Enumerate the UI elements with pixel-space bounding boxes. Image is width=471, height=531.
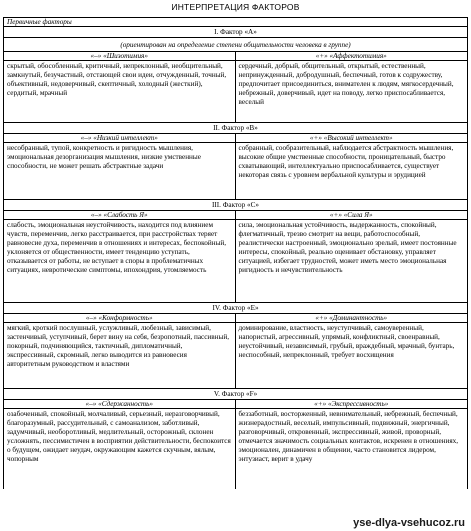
factor-a-title: I. Фактор «A» — [4, 27, 468, 38]
factor-f-low-header: «–» «Сдержанность» — [4, 400, 236, 408]
table-header: Первичные факторы — [4, 18, 468, 27]
factor-b-poles — [4, 134, 468, 143]
factor-e-poles — [4, 314, 468, 323]
factor-f-high-header: «+» «Экспрессивность» — [314, 400, 389, 408]
factor-b-high-header: «+» «Высокий интеллект» — [309, 134, 393, 142]
factor-c-descriptions — [4, 220, 468, 303]
site-watermark: yse-dlya-vsehucoz.ru — [353, 517, 465, 529]
factor-b-high-text: собранный, сообразительный, наблюдается абстрактность мышления, высокие общие умственные способности, проницательный, быстро схватывающий, интеллектуально приспосабливается, существует некоторая связь с уровнем вербальной культуры и эрудицией — [238, 144, 454, 179]
factor-a-low-header: «–» «Шизотимия» — [4, 52, 236, 60]
factor-c-low-header: «–» «Слабость Я» — [4, 211, 236, 219]
factor-f-title: V. Фактор «F» — [4, 389, 468, 400]
factor-b-low-header: «–» «Низкий интеллект» — [4, 134, 236, 142]
factor-c-title: III. Фактор «C» — [4, 200, 468, 211]
factor-c-high-text: сила, эмоциональная устойчивость, выдержанность, спокойный, флегматичный, трезво смотрит на вещи, работоспособный, реалистически настроенный, эмоционально зрелый, имеет постоянные интересы, спокойный, реально оценивает обстановку, управляет ситуацией, избегает трудностей, может иметь место эмоциональная ригидность и нечувствительность — [238, 221, 457, 274]
factor-e-low-text: мягкий, кроткий послушный, услужливый, любезный, зависимый, застенчивый, уступчивый, берет вину на себя, безропотный, пассивный, покорный, подчиняющийся, тактичный, дипломатичный, экспрессивный, скромный, легко выводится из равновесия авторитетным руководством и властями — [4, 323, 236, 388]
factor-c-poles — [4, 211, 468, 220]
factor-a-low-text: скрытый, обособленный, критичный, непреклонный, необщительный, замкнутый, безучастный, отстающей свои идеи, отчужденный, точный, объективный, недоверчивый, скептичный, холодный (жесткий), сердитый, мрачный — [4, 61, 236, 122]
factor-e-low-header: «–» «Конформность» — [4, 314, 236, 322]
page-title: ИНТЕРПРЕТАЦИЯ ФАКТОРОВ — [171, 2, 300, 12]
factor-b-descriptions — [4, 143, 468, 200]
factor-f-low-text: озабоченный, спокойный, молчаливый, серьезный, неразговорчивый, благоразумный, рассудительный, с самоанализом, заботливый, задумчивый, необоротливый, медлительный, осторожный, склонен усложнять, пессимистичен в восприятии действительности, беспокоится о будущем, ожидает неудач, окружающим кажется скучным, вялым, чопорным — [4, 409, 236, 489]
factor-a-poles — [4, 52, 468, 61]
factor-b-low-text: несобранный, тупой, конкретность и ригидность мышления, эмоциональная дезорганизация мышления, низкие умственные способности, не может решать абстрактные задачи — [4, 143, 236, 199]
factor-f-poles — [4, 400, 468, 409]
factor-a-high-text: сердечный, добрый, общительный, открытый, естественный, непринужденный, добродушный, беспечный, готов к содружеству, предпочитает присоединиться, внимателен к людям, мягкосердечный, небрежный, доверчивый, идет на поводу, легко приспосабливается, веселый — [238, 62, 454, 106]
factor-a-subtitle: (ориентирован на определение степени общительности человека в группе) — [4, 38, 468, 52]
factors-table — [3, 17, 468, 489]
factor-c-low-text: слабость, эмоциональная неустойчивость, находится под влиянием чувств, переменчив, легко расстраивается, при расстройствах теряет равновесие духа, переменчив в отношениях и интересах, беспокойный, уклоняется от общественности, имеет тенденцию уступать, отказывается от работы, не вступает в споры в проблематичных ситуациях, невротические симптомы, ипохондрия, утомляемость — [4, 220, 236, 302]
factor-e-high-text: доминирование, властность, неуступчивый, самоуверенный, напористый, агрессивный, упрямый, конфликтный, своенравный, неустойчивый, независимый, грубый, враждебный, мрачный, бунтарь, неспособный, непреклонный, требует восхищения — [238, 324, 455, 359]
factor-a-descriptions — [4, 61, 468, 123]
factor-c-high-header: «+» «Сила Я» — [329, 211, 373, 219]
factor-e-title: IV. Фактор «E» — [4, 303, 468, 314]
factor-f-descriptions — [4, 409, 468, 489]
factor-e-high-header: «+» «Доминантность» — [315, 314, 388, 322]
factor-e-descriptions — [4, 323, 468, 389]
factor-f-high-text: беззаботный, восторженный, невнимательный, небрежный, беспечный, жизнерадостный, веселый, импульсивный, подвижный, энергичный, разговорчивый, откровенный, экспрессивный, живой, проворный, отмечается значимость социальных контактов, искренен в отношениях, эмоционален, динамичен в общении, часто становится лидером, энтузиаст, верит в удачу — [238, 410, 459, 463]
factor-b-title: II. Фактор «B» — [4, 123, 468, 134]
factor-a-high-header: «+» «Аффектотимия» — [315, 52, 387, 60]
